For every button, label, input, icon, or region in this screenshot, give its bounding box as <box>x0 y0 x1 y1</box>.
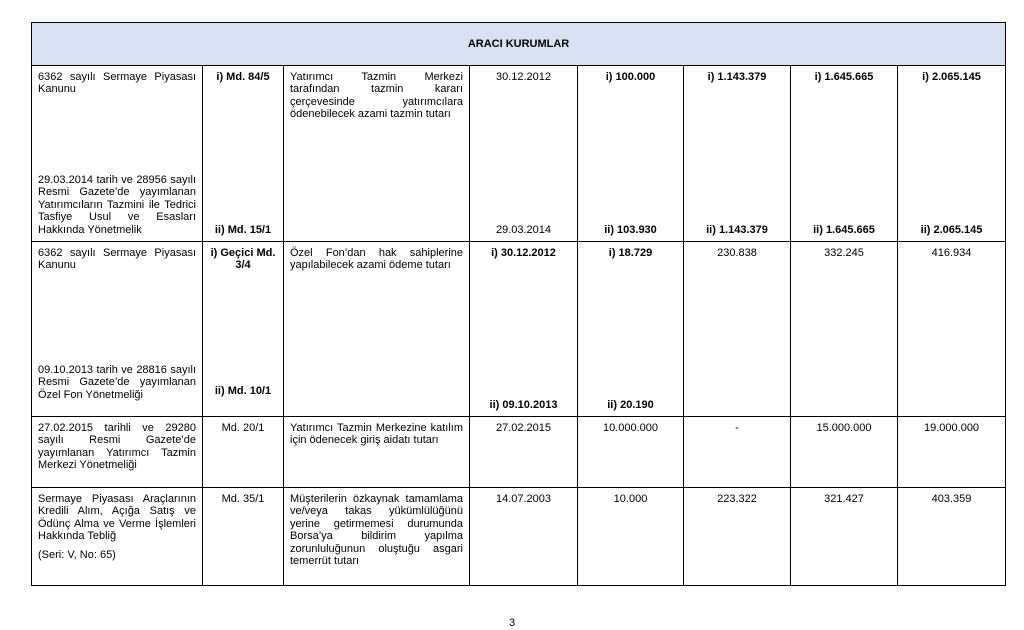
value-text: 230.838 <box>717 247 757 259</box>
source-text: 27.02.2015 tarihli ve 29280 sayılı Resmi Gazete’de yayımlanan Yatırımcı Tazmin Merkezi Yönetmeliği <box>38 422 196 472</box>
article-text: Md. 35/1 <box>221 493 265 505</box>
value-text: ii) 2.065.145 <box>920 223 983 236</box>
value-text: i) 100.000 <box>605 71 656 83</box>
description-text: Yatırımcı Tazmin Merkezine katılım için ödenecek giriş aidatı tutarı <box>290 422 463 447</box>
date-text: 27.02.2015 <box>495 422 552 434</box>
date-cell <box>470 488 578 586</box>
value-text: ii) 1.143.379 <box>706 223 768 236</box>
article-text: i) Md. 84/5 <box>216 71 270 83</box>
regulation-table <box>31 22 1006 586</box>
source-cell <box>32 417 203 488</box>
page-number: 3 <box>508 617 516 629</box>
value-text: i) 2.065.145 <box>922 71 981 83</box>
article-text: i) Geçici Md. 3/4 <box>210 247 276 272</box>
value-cell <box>791 66 898 242</box>
article-text: ii) Md. 10/1 <box>214 384 272 397</box>
date-text: i) 30.12.2012 <box>491 247 556 259</box>
date-cell <box>470 66 578 242</box>
table-row <box>32 242 1006 417</box>
value-cell <box>684 242 791 417</box>
source-cell <box>32 66 203 242</box>
table-header <box>32 23 1006 66</box>
value-cell <box>791 417 898 488</box>
value-text: 403.359 <box>931 493 972 505</box>
article-cell <box>203 66 284 242</box>
article-text: Md. 20/1 <box>221 422 265 434</box>
source-text: 09.10.2013 tarih ve 28816 sayılı Resmi Gazete’de yayımlanan Özel Fon Yönetmeliği <box>38 363 196 401</box>
article-text: ii) Md. 15/1 <box>214 223 272 236</box>
value-text: ii) 1.645.665 <box>813 223 875 236</box>
value-text: i) 1.645.665 <box>814 71 874 83</box>
date-cell <box>470 242 578 417</box>
value-cell <box>578 488 684 586</box>
value-cell <box>791 488 898 586</box>
value-text: 223.322 <box>717 493 757 505</box>
source-text: 6362 sayılı Sermaye Piyasası Kanunu <box>38 247 196 272</box>
value-text: i) 1.143.379 <box>707 71 767 83</box>
description-cell <box>284 242 470 417</box>
description-text: Müşterilerin özkaynak tamamlama ve/veya takas yükümlülüğünü yerine getirmemesi durumunda Borsa’ya bildirim yapılma zorunluluğunun oluştuğu asgari temerrüt tutarı <box>290 493 463 568</box>
value-cell <box>898 488 1006 586</box>
value-text: 19.000.000 <box>924 422 980 434</box>
value-text: 416.934 <box>931 247 972 259</box>
value-cell <box>578 242 684 417</box>
article-cell <box>203 488 284 586</box>
table-row <box>32 488 1006 586</box>
value-text: 10.000 <box>613 493 648 505</box>
date-text: 14.07.2003 <box>495 493 552 505</box>
description-cell <box>284 66 470 242</box>
value-text: ii) 103.930 <box>604 223 657 236</box>
value-cell <box>578 417 684 488</box>
source-note: (Seri: V, No: 65) <box>38 548 116 561</box>
value-cell <box>578 66 684 242</box>
value-cell <box>898 242 1006 417</box>
source-text: 29.03.2014 tarih ve 28956 sayılı Resmi Gazete’de yayımlanan Yatırımcıların Tazmini ile Tedrici Tasfiye Usul ve Esasları Hakkında Yönetmelik <box>38 173 196 236</box>
value-cell <box>684 488 791 586</box>
section-title: ARACI KURUMLAR <box>467 37 570 50</box>
value-text: ii) 20.190 <box>607 398 654 411</box>
value-text: 321.427 <box>824 493 864 505</box>
value-cell <box>684 66 791 242</box>
source-text: Sermaye Piyasası Araçlarının Kredili Alım, Açığa Satış ve Ödünç Alma ve Verme İşlemleri Hakkında Tebliğ <box>38 493 196 543</box>
value-cell <box>791 242 898 417</box>
description-cell <box>284 488 470 586</box>
date-text: 30.12.2012 <box>495 71 552 83</box>
value-text: i) 18.729 <box>608 247 653 259</box>
table-row <box>32 417 1006 488</box>
value-text: 15.000.000 <box>816 422 872 434</box>
description-text: Özel Fon’dan hak sahiplerine yapılabilecek azami ödeme tutarı <box>290 247 463 272</box>
description-text: Yatırımcı Tazmin Merkezi tarafından tazmin kararı çerçevesinde yatırımcılara ödenebilecek azami tazmin tutarı <box>290 71 463 121</box>
value-cell <box>898 417 1006 488</box>
value-text: - <box>735 422 739 434</box>
value-text: 10.000.000 <box>602 422 659 434</box>
source-cell <box>32 242 203 417</box>
value-cell <box>898 66 1006 242</box>
article-cell <box>203 242 284 417</box>
date-text: 29.03.2014 <box>495 223 552 236</box>
table-row <box>32 66 1006 242</box>
article-cell <box>203 417 284 488</box>
value-cell <box>684 417 791 488</box>
date-text: ii) 09.10.2013 <box>489 398 558 411</box>
date-cell <box>470 417 578 488</box>
value-text: 332.245 <box>824 247 864 259</box>
description-cell <box>284 417 470 488</box>
source-cell <box>32 488 203 586</box>
source-text: 6362 sayılı Sermaye Piyasası Kanunu <box>38 71 196 96</box>
